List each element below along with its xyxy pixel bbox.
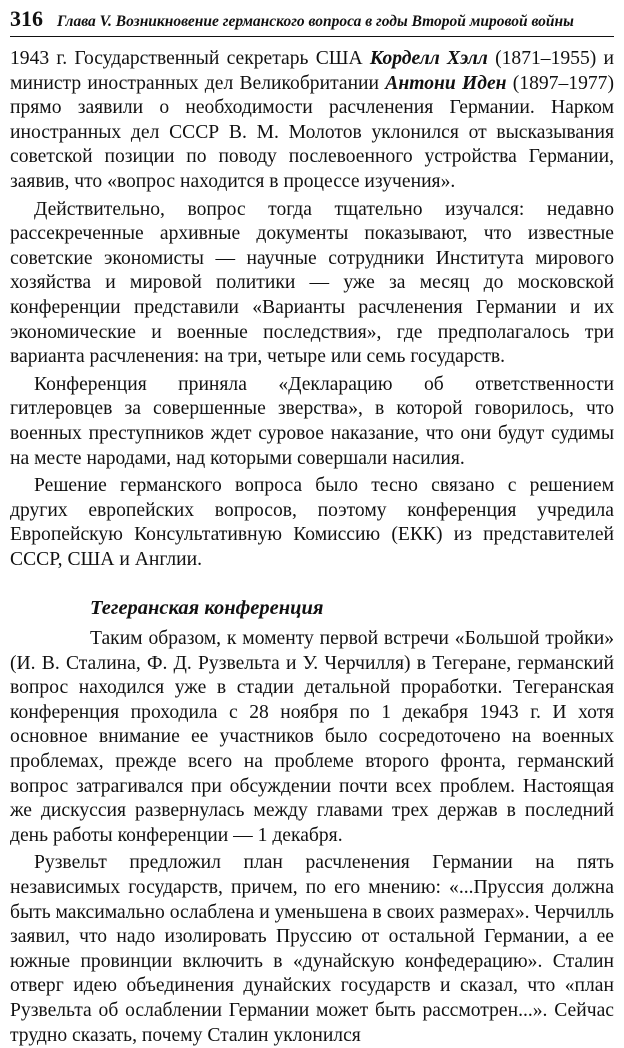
section-paragraph-1: Таким образом, к моменту первой встречи «Большой тройки» (И. В. Сталина, Ф. Д. Рузвельта и У. Черчилля) в Тегеране, германский вопрос находился уже в стадии детальной проработки. Тегеранская конференция проходила с 28 ноября по 1 декабря 1943 г. И хотя основное внимание ее участников было сосредоточено на военных проблемах, прежде всего на проблеме второго фронта, германский вопрос затрагивался при обсуждении почти всех проблем. Настоящая же дискуссия развернулась между главами трех держав в последний день работы конференции — 1 декабря.: [10, 628, 614, 846]
person-name-hull: Корделл Хэлл: [369, 48, 488, 69]
body-text: [10, 47, 614, 1048]
paragraph-1-text-b: (1871–1955) и министр иностранных дел Великобритании: [10, 48, 614, 94]
paragraph-4: Решение германского вопроса было тесно связано с решением других европейских вопросов, поэтому конференция учредила Европейскую Консультативную Комиссию (ЕКК) из представителей СССР, США и Англии.: [10, 475, 614, 570]
paragraph-3: Конференция приняла «Декларацию об ответственности гитлеровцев за совершенные зверства», в которой говорилось, что военных преступников ждет суровое наказание, что они будут судимы на месте народами, над которыми совершали насилия.: [10, 373, 614, 469]
section-paragraph-2: Рузвельт предложил план расчленения Германии на пять независимых государств, причем, по его мнению: «...Пруссия должна быть максимально ослаблена и уменьшена в своих размерах». Черчилль заявил, что надо изолировать Пруссию от остальной Германии, а ее южные провинции включить в «дунайскую конфедерацию». Сталин отверг идею объединения дунайских государств и сказал, что «план Рузвельта об ослаблении Германии может быть рассмотрен...». Сейчас трудно сказать, почему Сталин уклонился: [10, 852, 614, 1046]
paragraph-1-text-c: (1897–1977) прямо заявили о необходимости расчленения Германии. Нарком иностранных дел СССР В. М. Молотов уклонился от высказывания советской позиции по поводу послевоенного устройства Германии, заявив, что «вопрос находится в процессе изучения».: [10, 72, 615, 192]
section-heading: Тегеранская конференция: [90, 597, 324, 620]
chapter-title: Глава V. Возникновение германского вопроса в годы Второй мировой войны: [57, 13, 574, 30]
paragraph-1-text-a: 1943 г. Государственный секретарь США: [10, 48, 370, 69]
person-name-eden: Антони Иден: [385, 72, 507, 94]
paragraph-1: [10, 47, 614, 195]
paragraph-2: Действительно, вопрос тогда тщательно изучался: недавно рассекреченные архивные документы показывают, что известные советские экономисты — научные сотрудники Института мирового хозяйства и мировой политики — уже за месяц до московской конференции представили «Варианты расчленения Германии и их экономические и военные последствия», где предполагалось три варианта расчленения: на три, четыре или семь государств.: [10, 198, 614, 368]
running-header: [10, 6, 614, 37]
page-number: 316: [10, 6, 43, 31]
